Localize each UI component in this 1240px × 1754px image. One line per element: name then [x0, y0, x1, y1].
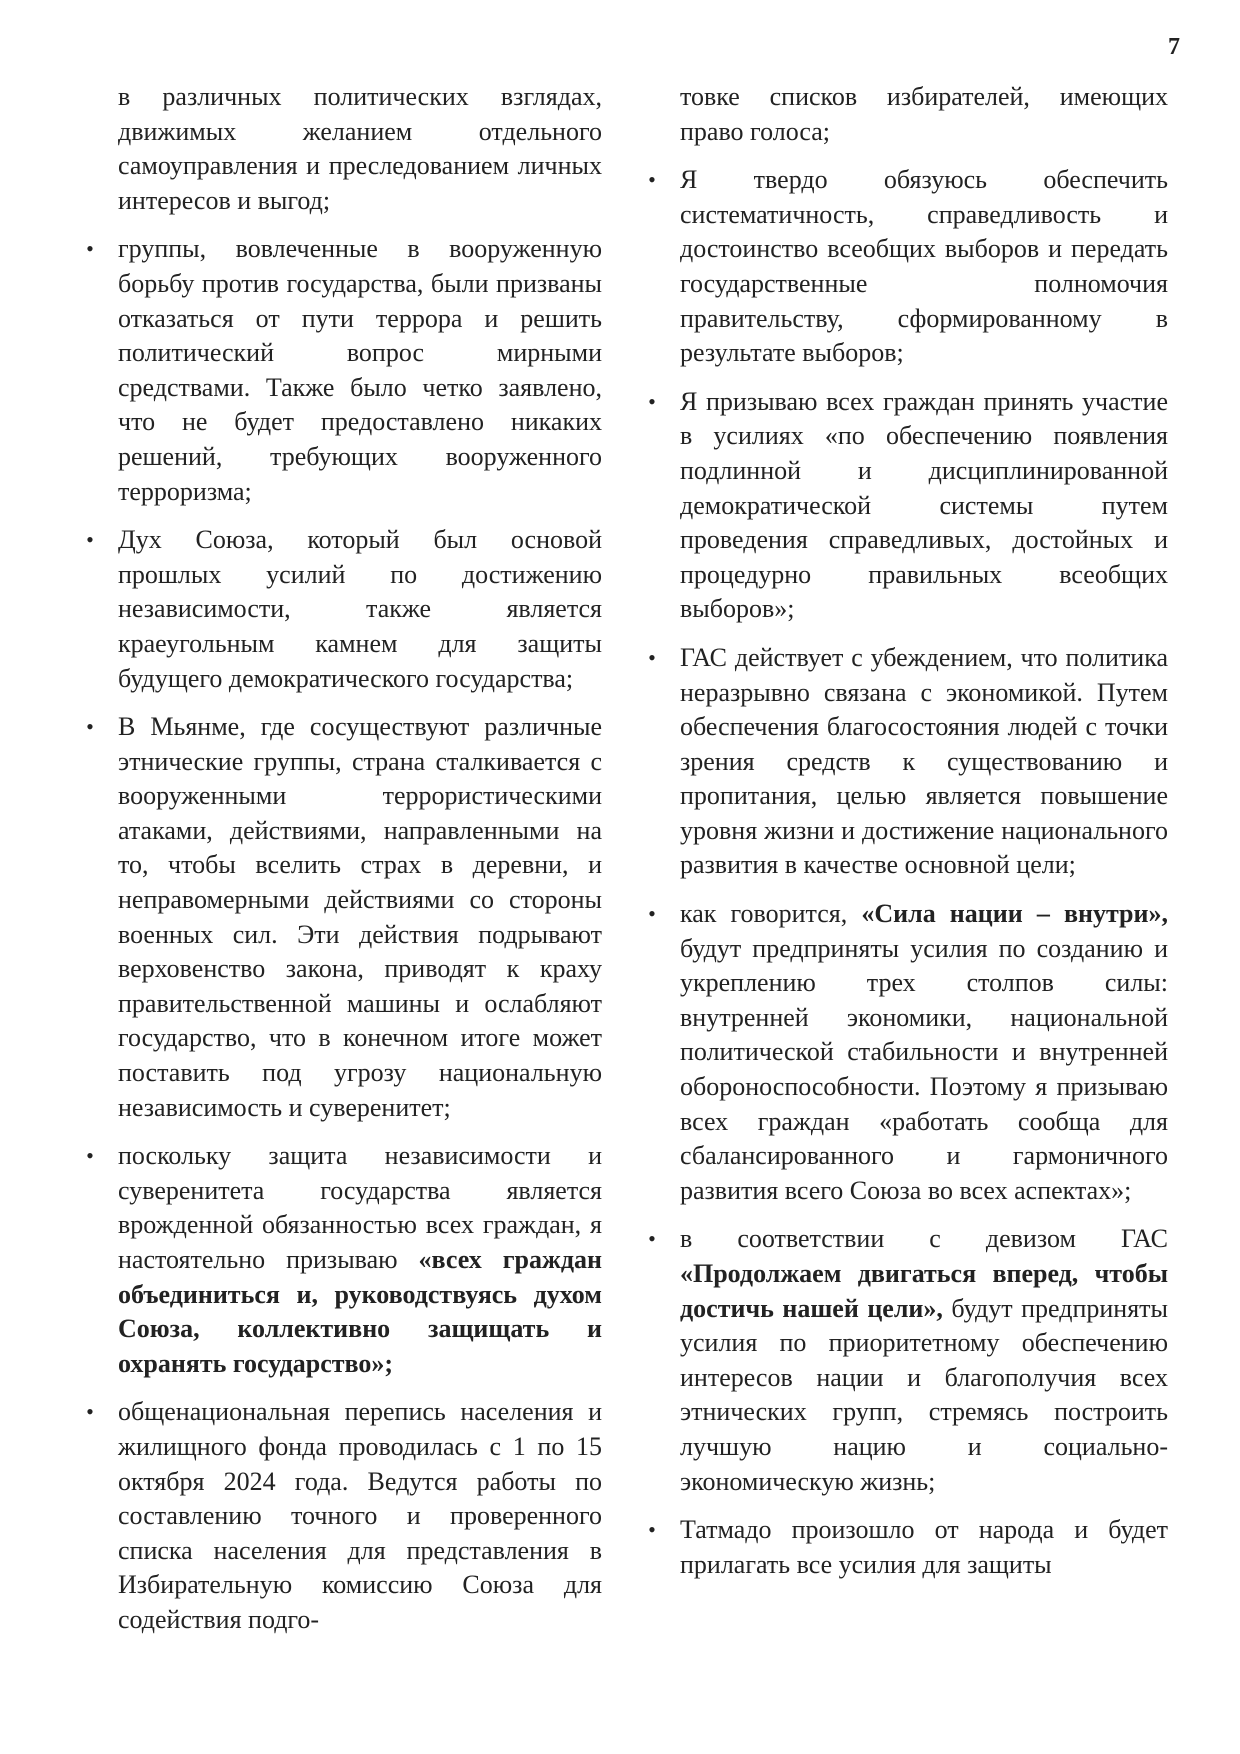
- bullet-item: [648, 1513, 1168, 1582]
- page-number: 7: [1168, 34, 1180, 60]
- bullet-item: [86, 232, 602, 509]
- left-column: [86, 80, 602, 1652]
- bullet-list: [86, 232, 602, 1637]
- bullet-item: [648, 641, 1168, 883]
- bold-text: «Продолжаем двигаться вперед, чтобы достичь нашей цели»,: [680, 1259, 1168, 1323]
- text: ГАС действует с убеждением, что политика неразрывно связана с экономикой. Путем обеспечения благосостояния людей с точки зрения средств к существованию и пропитания, целью является повышение уровня жизни и достижение национального развития в качестве основной цели;: [680, 642, 1168, 880]
- continuation-paragraph: товке списков избирателей, имеющих право голоса;: [680, 82, 1168, 146]
- text: будут предприняты усилия по приоритетному обеспечению интересов нации и благополучия всех этнических групп, стремясь построить лучшую нацию и социально-экономическую жизнь;: [680, 1293, 1168, 1496]
- bold-text: «Сила нации – внутри»,: [861, 899, 1168, 929]
- bullet-icon: •: [648, 167, 656, 193]
- bullet-item: [648, 897, 1168, 1208]
- text: поскольку защита независимости и суверенитета государства является врожденной обязанностью всех граждан, я настоятельно призываю: [118, 1141, 602, 1274]
- text: Я призываю всех граждан принять участие в усилиях «по обеспечению появления подлинной и дисциплинированной демократической системы путем проведения справедливых, достойных и процедурно правильных всеобщих выборов»;: [680, 386, 1168, 624]
- text: В Мьянме, где сосуществуют различные этнические группы, страна сталкивается с вооруженными террористическими атаками, действиями, направленными на то, чтобы вселить страх в деревни, и неправомерными действиями со стороны военных сил. Эти действия подрывают верховенство закона, приводят к краху правительственной машины и ослабляют государство, что в конечном итоге может поставить под угрозу национальную независимость и суверенитет;: [118, 712, 602, 1122]
- text: как говорится,: [680, 899, 862, 929]
- bullet-icon: •: [648, 1226, 656, 1252]
- bold-text: «всех граждан объединиться и, руководствуясь духом Союза, коллективно защищать и охранять государство»;: [118, 1245, 602, 1378]
- bullet-icon: •: [86, 1399, 94, 1425]
- bullet-icon: •: [648, 901, 656, 927]
- bullet-icon: •: [86, 714, 94, 740]
- bullet-icon: •: [86, 1143, 94, 1169]
- bullet-item: [648, 1222, 1168, 1499]
- text: в соответствии с девизом ГАС: [680, 1224, 1168, 1254]
- text: Дух Союза, который был основой прошлых усилий по достижению независимости, также является краеугольным камнем для защиты будущего демократического государства;: [118, 525, 602, 693]
- text: Я твердо обязуюсь обеспечить систематичность, справедливость и достоинство всеобщих выборов и передать государственные полномочия правительству, сформированному в результате выборов;: [680, 165, 1168, 368]
- bullet-item: [86, 1139, 602, 1381]
- bullet-icon: •: [648, 1517, 656, 1543]
- text: Татмадо произошло от народа и будет прилагать все усилия для защиты: [680, 1515, 1168, 1579]
- bullet-icon: •: [86, 527, 94, 553]
- bullet-list: [648, 163, 1168, 1582]
- text: будут предприняты усилия по созданию и укреплению трех столпов силы: внутренней экономики, национальной политической стабильности и внутренней обороноспособности. Поэтому я призываю всех граждан «работать сообща для сбалансированного и гармоничного развития всего Союза во всех аспектах»;: [680, 933, 1168, 1205]
- bullet-icon: •: [86, 236, 94, 262]
- bullet-item: [648, 385, 1168, 627]
- text: группы, вовлеченные в вооруженную борьбу против государства, были призваны отказаться от пути террора и решить политический вопрос мирными средствами. Также было четко заявлено, что не будет предоставлено никаких решений, требующих вооруженного терроризма;: [118, 234, 602, 506]
- bullet-icon: •: [648, 388, 656, 414]
- right-column: [648, 80, 1168, 1596]
- bullet-item: [648, 163, 1168, 371]
- text: общенациональная перепись населения и жилищного фонда проводилась с 1 по 15 октября 2024 года. Ведутся работы по составлению точного и проверенного списка населения для представления в Избирательную комиссию Союза для содействия подго-: [118, 1397, 602, 1634]
- bullet-item: [86, 1395, 602, 1637]
- bullet-item: [86, 523, 602, 696]
- bullet-icon: •: [648, 644, 656, 670]
- continuation-paragraph: в различных политических взглядах, движимых желанием отдельного самоуправления и преследованием личных интересов и выгод;: [118, 82, 602, 215]
- bullet-item: [86, 710, 602, 1125]
